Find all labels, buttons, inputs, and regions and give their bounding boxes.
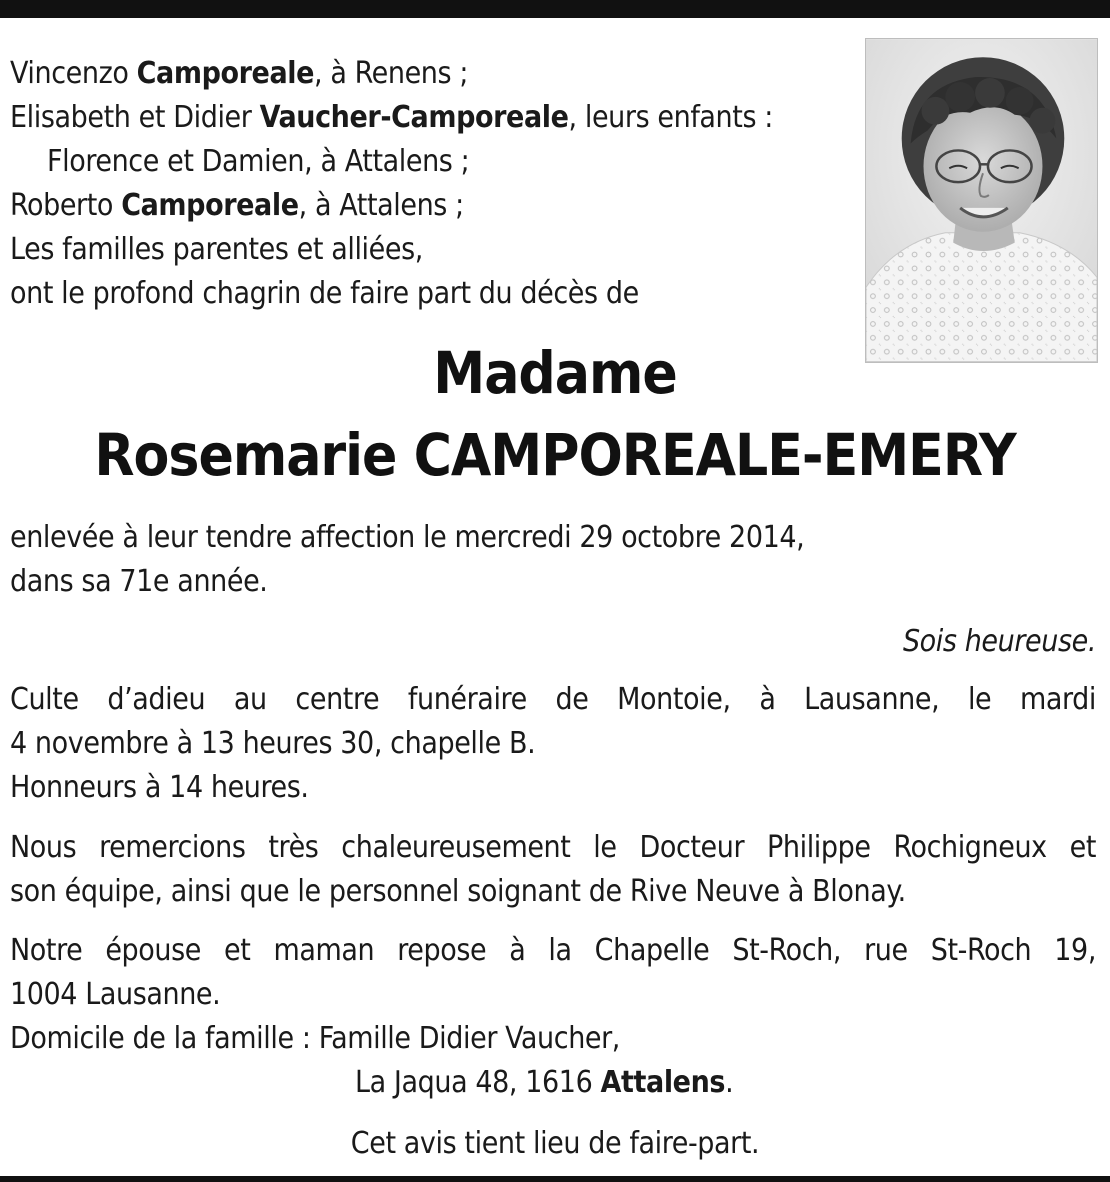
closing-note: Cet avis tient lieu de faire-part. (350, 1126, 760, 1161)
domicile-address (355, 1061, 733, 1105)
family-location: , leurs enfants : (568, 100, 773, 135)
top-rule (0, 0, 1110, 18)
domicile-line: Domicile de la famille : Famille Didier Vaucher, (10, 1021, 620, 1056)
family-line-4 (10, 184, 464, 228)
ceremony-line-2: 4 novembre à 13 heures 30, chapelle B. (10, 726, 536, 761)
family-surname: Vaucher-Camporeale (259, 100, 569, 135)
death-line-2: dans sa 71e année. (10, 564, 268, 599)
address-town: Attalens (600, 1065, 726, 1100)
family-member-name: Elisabeth et Didier (10, 100, 260, 135)
deceased-name: Rosemarie CAMPOREALE-EMERY (94, 421, 1016, 489)
family-surname: Camporeale (121, 188, 299, 223)
family-surname: Camporeale (136, 56, 315, 91)
family-line-6: ont le profond chagrin de faire part du décès de (10, 276, 639, 311)
portrait-illustration (866, 39, 1097, 362)
motto: Sois heureuse. (902, 624, 1096, 659)
family-location: , à Renens ; (314, 56, 469, 91)
family-line-1 (10, 52, 468, 96)
deceased-title: Madame (433, 339, 677, 407)
family-line-5: Les familles parentes et alliées, (10, 232, 423, 267)
ceremony-line-1: Culte d’adieu au centre funéraire de Montoie, à Lausanne, le mardi (10, 682, 1096, 717)
family-location: , à Attalens ; (298, 188, 464, 223)
rest-line-2: 1004 Lausanne. (10, 977, 221, 1012)
thanks-line-1: Nous remercions très chaleureusement le Docteur Philippe Rochigneux et (10, 830, 1096, 865)
address-period: . (725, 1065, 734, 1100)
family-line-3: Florence et Damien, à Attalens ; (47, 144, 470, 179)
rest-line-1: Notre épouse et maman repose à la Chapelle St-Roch, rue St-Roch 19, (10, 933, 1096, 968)
family-line-2 (10, 96, 773, 140)
ceremony-line-3: Honneurs à 14 heures. (10, 770, 309, 805)
portrait-photo (865, 38, 1098, 363)
bottom-rule (0, 1176, 1110, 1182)
thanks-line-2: son équipe, ainsi que le personnel soignant de Rive Neuve à Blonay. (10, 874, 906, 909)
family-member-name: Roberto (10, 188, 122, 223)
address-street: La Jaqua 48, 1616 (355, 1065, 601, 1100)
death-line-1: enlevée à leur tendre affection le mercredi 29 octobre 2014, (10, 520, 805, 555)
family-member-name: Vincenzo (10, 56, 137, 91)
